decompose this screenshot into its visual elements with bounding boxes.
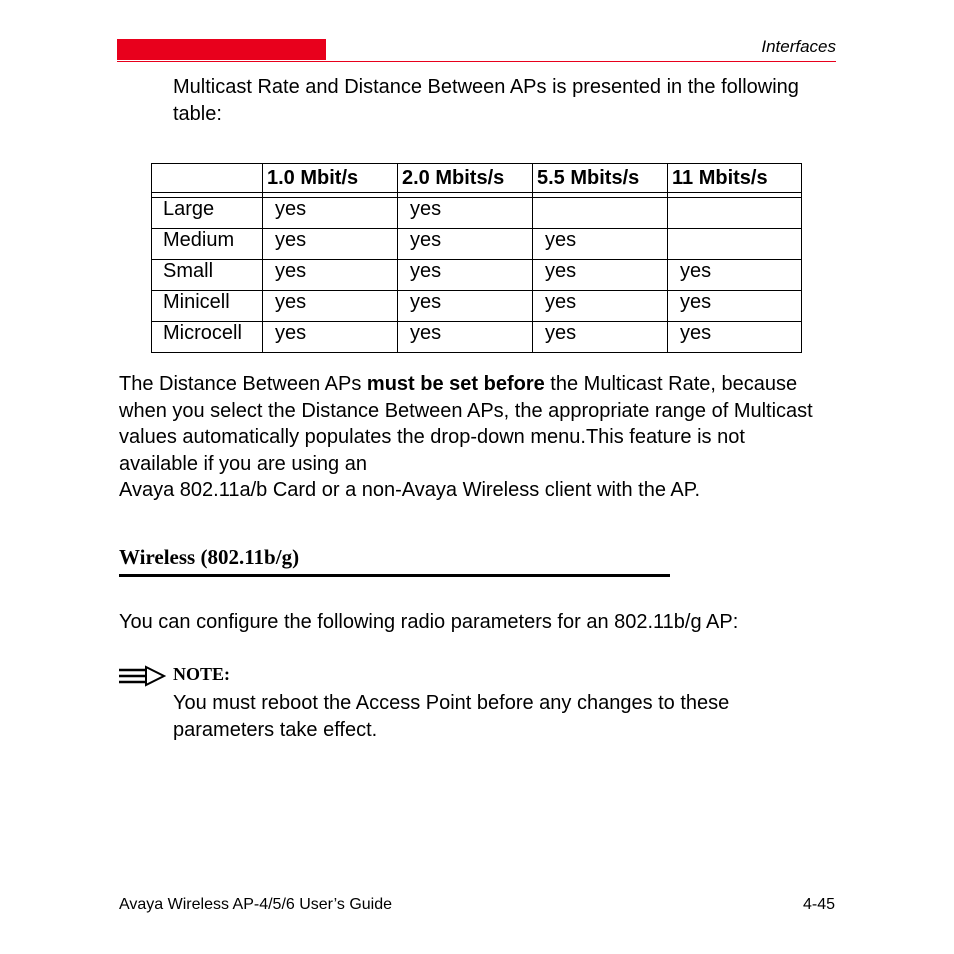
table-header-cell: 1.0 Mbit/s — [263, 164, 398, 193]
table-row — [152, 260, 802, 291]
table-cell: yes — [668, 291, 802, 322]
intro-paragraph: Multicast Rate and Distance Between APs is presented in the following table: — [173, 76, 799, 125]
row-label: Large — [152, 198, 263, 229]
table-cell: yes — [668, 260, 802, 291]
footer-page-number: 4-45 — [802, 896, 835, 913]
table-header-cell — [152, 164, 263, 193]
table-cell: yes — [263, 291, 398, 322]
note-arrow-icon — [118, 665, 166, 687]
distance-text-last-line: Avaya 802.11a/b Card or a non-Avaya Wireless client with the AP. — [119, 479, 701, 501]
table-header-cell: 11 Mbits/s — [668, 164, 802, 193]
note-text: You must reboot the Access Point before any changes to these parameters take effect. — [173, 692, 730, 741]
multicast-rate-table — [151, 163, 802, 353]
table-cell: yes — [263, 198, 398, 229]
table-row — [152, 198, 802, 229]
table-cell: yes — [398, 322, 533, 353]
table-cell — [668, 229, 802, 260]
table-cell — [668, 198, 802, 229]
header-section-title: Interfaces — [761, 37, 836, 56]
header-accent-bar — [117, 39, 326, 60]
table-header-cell: 5.5 Mbits/s — [533, 164, 668, 193]
table-row — [152, 322, 802, 353]
row-label: Small — [152, 260, 263, 291]
table-cell: yes — [398, 260, 533, 291]
row-label: Medium — [152, 229, 263, 260]
table-cell: yes — [398, 291, 533, 322]
table-cell: yes — [263, 229, 398, 260]
table-cell: yes — [398, 198, 533, 229]
header-rule — [117, 61, 836, 62]
section-heading-rule — [119, 574, 670, 577]
section-heading: Wireless (802.11b/g) — [119, 545, 300, 569]
table-cell: yes — [398, 229, 533, 260]
table-header-row — [152, 164, 802, 193]
footer-guide-title: Avaya Wireless AP-4/5/6 User’s Guide — [119, 896, 393, 913]
section-intro-paragraph: You can configure the following radio parameters for an 802.11b/g AP: — [119, 611, 739, 633]
table-header-cell: 2.0 Mbits/s — [398, 164, 533, 193]
distance-text-start: The Distance Between APs — [119, 373, 367, 395]
table-cell: yes — [263, 322, 398, 353]
table-cell: yes — [263, 260, 398, 291]
distance-emphasis: must be set before — [366, 373, 545, 395]
table-cell: yes — [533, 260, 668, 291]
note-label: NOTE: — [173, 664, 231, 684]
table-row — [152, 229, 802, 260]
table-cell: yes — [533, 229, 668, 260]
row-label: Microcell — [152, 322, 263, 353]
table-cell: yes — [533, 322, 668, 353]
table-cell: yes — [668, 322, 802, 353]
row-label: Minicell — [152, 291, 263, 322]
table-row — [152, 291, 802, 322]
table-cell: yes — [533, 291, 668, 322]
distance-paragraph — [119, 371, 819, 504]
distance-text-rest: the Multicast Rate, because when you select the Distance Between APs, the appropriate range of Multicast values automatically populates the drop-down menu.This feature is not available if you are using an — [119, 373, 813, 475]
table-cell — [533, 198, 668, 229]
